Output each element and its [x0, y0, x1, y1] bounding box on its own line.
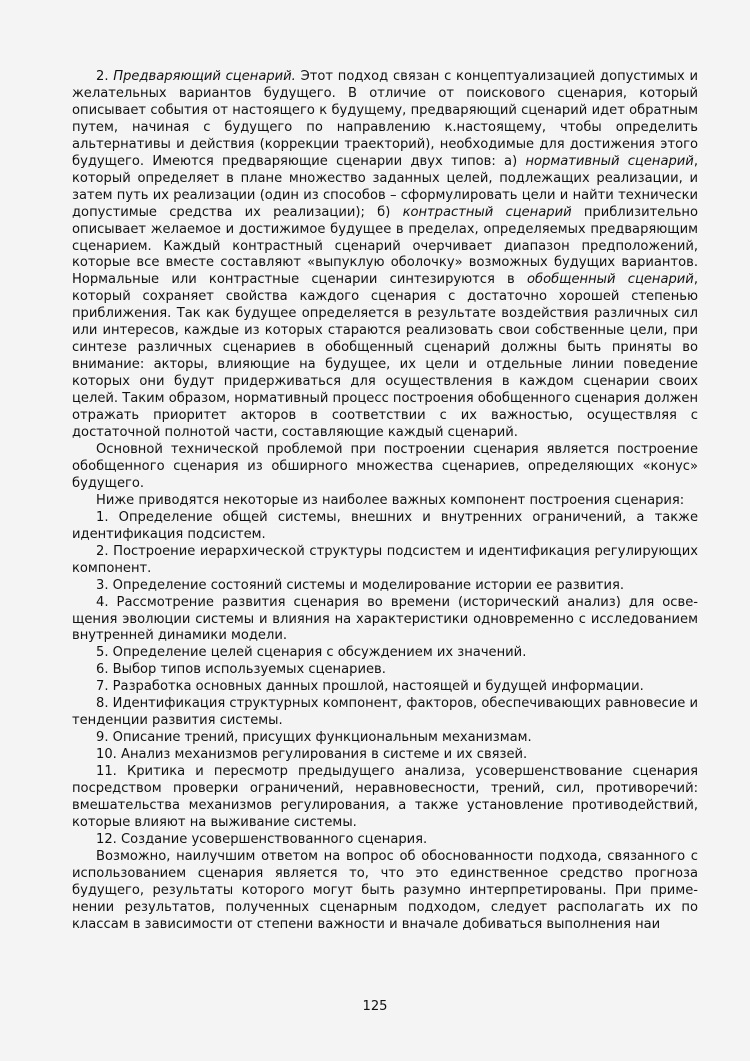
term-normative-scenario: нормативный сценарий [525, 153, 694, 169]
text-run: Этот подход связан с концептуализацией допустимых и желательных вариантов будущего. В отличие от поискового сценария, который описывает события от настоящего к будущему, предваряющий сценарий идет обратным путем, начиная с будущего по направлению к.настоящему, чтобы определить альтернативы и действия (коррекции траекторий), необходимые для достижения этого будущего. Имеются предваряющие сценарии двух типов: а) [72, 69, 699, 169]
list-item-8: 8. Идентификация структурных компонент, факторов, обеспечивающих равновесие и тенденции развития системы. [72, 696, 698, 729]
list-item-10: 10. Анализ механизмов регулирования в системе и их связей. [96, 747, 528, 763]
list-item-2: 2. Построение иерархической структуры подсистем и идентификация регулирующих компонент. [72, 543, 698, 576]
list-item-6: 6. Выбор типов используемых сценариев. [96, 662, 386, 678]
body-text [72, 69, 698, 934]
list-item-1: 1. Определение общей системы, внешних и внутренних ограничений, а также идентификация подсистем. [72, 509, 698, 542]
list-item-3: 3. Определение состояний системы и моделирование истории ее развития. [96, 577, 625, 593]
page-number: 125 [362, 999, 388, 1014]
paragraph-conclusion: Возможно, наилучшим ответом на вопрос об обоснованности подхода, связанного с использованием сценария является то, что это единственное средство прогноза будущего, результаты которого могут быть разумно интерпретированы. При применении результатов, полученных сценарным подходом, следует располагать их по классам в зависимости от степени важности и вначале добиваться выполнения наи [72, 848, 698, 932]
text-run: , который определяет в плане множество заданных целей, подлежащих реализации, и затем путь их реализации (один из способов – сформулировать цели и найти технически допустимые средства их реализации); б) [72, 153, 698, 220]
text-run: , который сохраняет свойства каждого сценария с достаточно хорошей степенью приближения. Так как будущее определяется в результате воздействия различных сил или интересов, каждые из которых стараются реализовать свои собственные цели, при синтезе различных сценариев в обобщенный сценарий должны быть приняты во внимание: акторы, влияющие на будущее, их цели и отдельные линии поведение которых они будут придерживаться для осуществления в каждом сценарии своих целей. Таким образом, нормативный процесс построения обобщенного сценария должен отражать приоритет акторов в соответствии с их важностью, осуществляя с достаточной полнотой части, составляющие каждый сценарий. [72, 272, 699, 441]
text-run: приблизительно описывает желаемое и достижимое будущее в пределах, определяемых предваряющим сценарием. Каждый контрастный сценарий очерчивает диапазон предположений, которые все вместе составляют «выпуклую оболочку» возможных будущих вариантов. Нормальные или контрастные сценарии синтезируются в [72, 204, 698, 288]
list-item-5: 5. Определение целей сценария с обсуждением их значений. [96, 645, 527, 661]
paragraph-anticipatory-scenario [72, 69, 698, 442]
item-number: 2. [96, 69, 114, 84]
term-anticipatory-scenario: Предваряющий сценарий. [113, 69, 296, 84]
term-contrast-scenario: контрастный сценарий [402, 204, 572, 220]
term-generalized-scenario: обобщенный сценарий [527, 272, 694, 288]
paragraph-main-problem: Основной технической проблемой при построении сценария является построение обобщенного сценария из обширного множества сценариев, определяющих «конус» будущего. [72, 441, 698, 491]
list-item-11: 11. Критика и пересмотр предыдущего анализа, усовершенствование сценария посредством проверки ограничений, неравновесности, трений, сил, противоречий: вмешательства механизмов регулирования, а также установление противодействий, которые влияют на выживание системы. [72, 764, 698, 830]
list-item-9: 9. Описание трений, присущих функциональным механизмам. [96, 730, 532, 746]
list-item-7: 7. Разработка основных данных прошлой, настоящей и будущей информации. [96, 679, 644, 695]
list-item-12: 12. Создание усовершенствованного сценария. [96, 831, 428, 847]
paragraph-components-intro: Ниже приводятся некоторые из наиболее важных компонент построения сценария: [96, 492, 685, 508]
list-item-4: 4. Рассмотрение развития сценария во времени (исторический анализ) для освещения эволюции системы и влияния на характеристики одновременно с исследованием внутренней динамики модели. [72, 594, 698, 644]
